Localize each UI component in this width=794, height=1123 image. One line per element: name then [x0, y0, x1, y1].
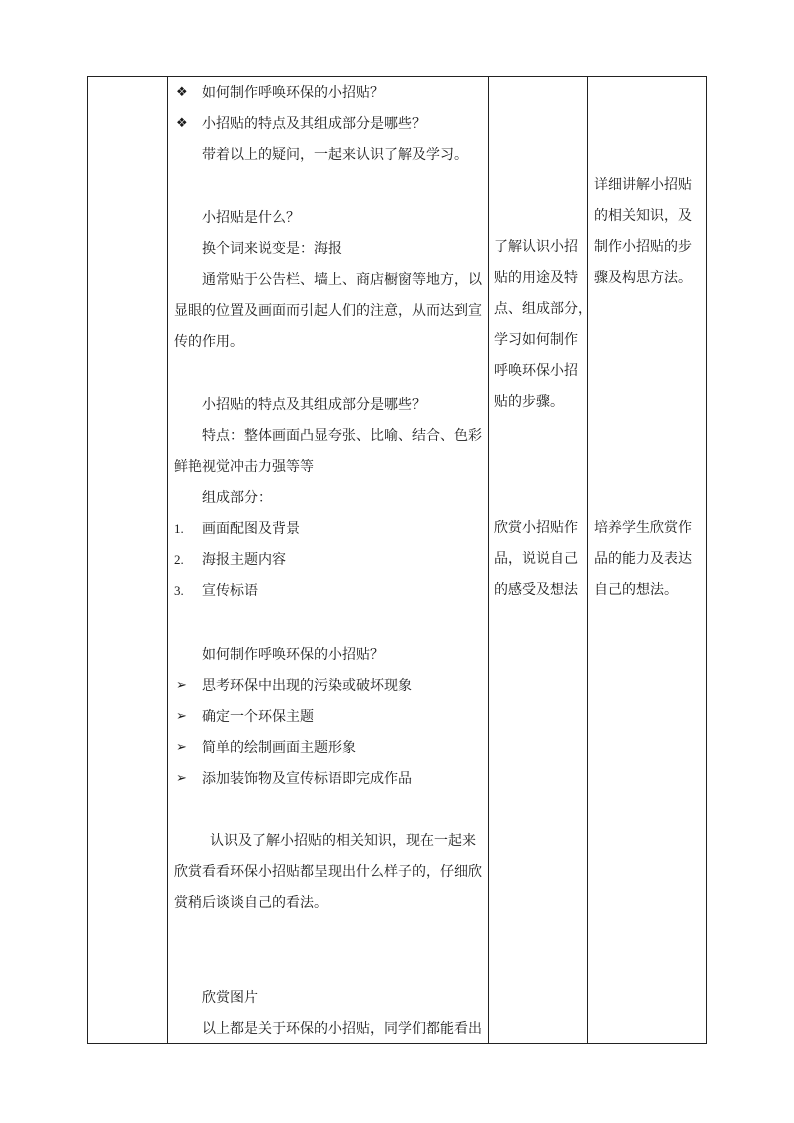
- teaching-intent-block-1: [594, 170, 692, 294]
- parts-item-2: 海报主题内容: [202, 552, 286, 568]
- outro-line-1: 认识及了解小招贴的相关知识，现在一起来: [210, 833, 476, 849]
- description-line-2: 显眼的位置及画面而引起人们的注意，从而达到宣: [174, 303, 482, 319]
- alt-name-text: 换个词来说变是：海报: [202, 241, 342, 257]
- activity-line: 的感受及想法: [494, 582, 578, 598]
- step-1: 思考环保中出现的污染或破坏现象: [202, 678, 412, 694]
- parts-item-3: 宣传标语: [202, 583, 258, 599]
- student-activity-block-2: [494, 513, 578, 606]
- activity-line: 点、组成部分，: [494, 301, 592, 317]
- parts-number-1: 1.: [174, 521, 184, 536]
- parts-item-1: 画面配图及背景: [202, 521, 300, 537]
- intent-line: 详细讲解小招贴: [594, 177, 692, 193]
- intent-line: 的相关知识，及: [594, 208, 692, 224]
- description-line-3: 传的作用。: [174, 334, 244, 350]
- activity-line: 呼唤环保小招: [494, 363, 578, 379]
- last-line: 以上都是关于环保的小招贴，同学们都能看出: [202, 1021, 482, 1037]
- arrow-icon: ➢: [176, 678, 187, 693]
- activity-line: 品，说说自己: [494, 551, 578, 567]
- activity-line: 了解认识小招: [494, 239, 578, 255]
- activity-line: 欣赏小招贴作: [494, 520, 578, 536]
- parts-number-2: 2.: [174, 552, 184, 567]
- diamond-icon: ❖: [176, 116, 188, 131]
- features-line-2: 鲜艳视觉冲击力强等等: [174, 459, 314, 475]
- diamond-icon: ❖: [176, 85, 188, 100]
- table-top-border: [87, 76, 707, 77]
- table-right-border: [706, 76, 707, 1044]
- table-left-border: [87, 76, 88, 1044]
- arrow-icon: ➢: [176, 709, 187, 724]
- teaching-intent-block-2: [594, 513, 692, 606]
- activity-line: 贴的步骤。: [494, 394, 564, 410]
- section-title-features: 小招贴的特点及其组成部分是哪些？: [202, 397, 426, 413]
- step-2: 确定一个环保主题: [202, 709, 314, 725]
- parts-number-3: 3.: [174, 583, 184, 598]
- intent-line: 品的能力及表达: [594, 551, 692, 567]
- step-4: 添加装饰物及宣传标语即完成作品: [202, 771, 412, 787]
- arrow-icon: ➢: [176, 771, 187, 786]
- step-3: 简单的绘制画面主题形象: [202, 740, 356, 756]
- intent-line: 制作小招贴的步: [594, 239, 692, 255]
- intent-line: 培养学生欣赏作: [594, 520, 692, 536]
- question-2: 小招贴的特点及其组成部分是哪些？: [202, 116, 426, 132]
- section-title-how: 如何制作呼唤环保的小招贴？: [202, 647, 384, 663]
- table-bottom-border: [87, 1043, 707, 1044]
- activity-line: 学习如何制作: [494, 332, 578, 348]
- table-col-divider-2: [488, 76, 489, 1044]
- parts-title: 组成部分：: [202, 490, 272, 506]
- table-col-divider-1: [167, 76, 168, 1044]
- arrow-icon: ➢: [176, 740, 187, 755]
- outro-line-3: 赏稍后谈谈自己的看法。: [174, 895, 328, 911]
- question-1: 如何制作呼唤环保的小招贴？: [202, 85, 384, 101]
- outro-line-2: 欣赏看看环保小招贴都呈现出什么样子的，仔细欣: [174, 864, 482, 880]
- intro-text: 带着以上的疑问，一起来认识了解及学习。: [202, 147, 468, 163]
- intent-line: 骤及构思方法。: [594, 270, 692, 286]
- intent-line: 自己的想法。: [594, 582, 678, 598]
- description-line-1: 通常贴于公告栏、墙上、商店橱窗等地方，以: [202, 272, 482, 288]
- student-activity-block-1: [494, 232, 592, 418]
- table-col-divider-3: [587, 76, 588, 1044]
- features-line-1: 特点：整体画面凸显夸张、比喻、结合、色彩: [202, 428, 482, 444]
- section-title-view: 欣赏图片: [202, 990, 258, 1006]
- activity-line: 贴的用途及特: [494, 270, 578, 286]
- section-title-what: 小招贴是什么？: [202, 210, 300, 226]
